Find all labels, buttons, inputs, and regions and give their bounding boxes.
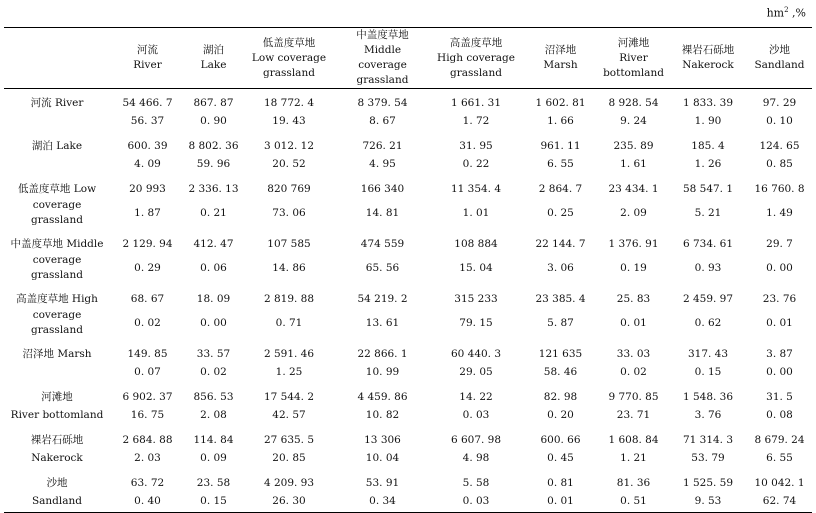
percent-cell: 0. 03	[429, 492, 523, 513]
percent-cell: 0. 51	[598, 492, 669, 513]
area-cell: 8 679. 24	[754, 434, 805, 446]
area-cell: 33. 03	[616, 348, 651, 360]
row-label-primary: 低盖度草地 Low	[17, 182, 97, 195]
percent-cell: 0. 19	[620, 262, 647, 274]
row-label-primary: 河流 River	[30, 96, 84, 109]
area-cell: 108 884	[454, 238, 498, 250]
column-header-zh: 高盖度草地	[449, 36, 503, 49]
area-cell: 22 866. 1	[357, 348, 408, 360]
column-header-en2: grassland	[263, 66, 315, 79]
area-cell: 9 770. 85	[608, 391, 659, 403]
percent-cell: 0. 45	[547, 452, 574, 464]
percent-cell: 3. 06	[547, 262, 574, 274]
column-header-en2: grassland	[356, 74, 409, 86]
table-row	[4, 285, 812, 308]
area-cell: 25. 83	[616, 293, 651, 305]
percent-cell: 10. 04	[365, 452, 400, 464]
area-cell: 23 434. 1	[608, 183, 659, 195]
row-label-secondary	[4, 112, 110, 132]
header-row	[4, 28, 812, 89]
area-cell: 29. 7	[766, 238, 793, 250]
percent-cell: 0. 15	[694, 366, 722, 378]
area-cell: 20 993	[129, 183, 166, 195]
percent-cell: 0. 00	[200, 317, 227, 329]
column-header	[598, 28, 669, 89]
column-header-zh: 低盖度草地	[262, 36, 316, 49]
area-cell: 474 559	[360, 238, 405, 250]
area-cell: 71 314. 3	[682, 434, 734, 446]
row-label-secondary: Sandland	[4, 492, 110, 513]
percent-cell: 6. 55	[766, 452, 793, 464]
table-row	[4, 492, 812, 513]
area-cell: 54 466. 7	[122, 97, 173, 109]
percent-cell: 73. 06	[272, 207, 306, 219]
area-cell: 31. 95	[459, 140, 493, 152]
column-header-zh: 湖泊	[203, 44, 224, 56]
row-label-secondary	[4, 363, 110, 383]
area-cell: 820 769	[267, 183, 311, 195]
column-header-en2: bottomland	[603, 66, 664, 79]
percent-cell: 1. 87	[134, 207, 161, 219]
percent-cell: 56. 37	[130, 115, 165, 127]
percent-cell: 0. 71	[275, 317, 303, 329]
table-row	[4, 383, 812, 406]
area-cell: 6 734. 61	[682, 238, 734, 250]
percent-cell: 79. 15	[459, 317, 493, 329]
percent-cell: 4. 98	[462, 452, 490, 464]
transition-matrix-table	[4, 27, 812, 513]
column-header	[429, 28, 523, 89]
percent-cell: 0. 22	[462, 158, 490, 170]
area-cell: 2 336. 13	[188, 183, 239, 195]
area-cell: 68. 67	[130, 293, 165, 305]
area-cell: 2 129. 94	[122, 238, 173, 250]
percent-cell: 0. 25	[547, 207, 574, 219]
column-header-en2: grassland	[450, 66, 502, 79]
area-cell: 82. 98	[543, 391, 578, 403]
area-cell: 23. 76	[762, 293, 797, 305]
table-row	[4, 426, 812, 449]
area-cell: 18 772. 4	[263, 97, 315, 109]
table-row	[4, 253, 812, 285]
row-label-primary: 裸岩石砾地	[30, 433, 84, 446]
percent-cell: 15. 04	[459, 262, 493, 274]
column-header-en1: Lake	[200, 59, 227, 71]
corner-cell	[4, 28, 110, 89]
percent-cell: 0. 01	[620, 317, 647, 329]
row-label-secondary: Nakerock	[31, 451, 83, 464]
area-cell: 315 233	[454, 293, 498, 305]
area-cell: 600. 39	[127, 140, 168, 152]
column-header	[669, 28, 747, 89]
area-cell: 1 833. 39	[682, 97, 734, 109]
area-cell: 4 209. 93	[263, 477, 315, 489]
column-header-en1: Sandland	[754, 59, 805, 71]
area-cell: 6 607. 98	[450, 434, 502, 446]
area-cell: 317. 43	[687, 348, 729, 360]
area-cell: 124. 65	[759, 140, 800, 152]
percent-cell: 29. 05	[459, 366, 493, 378]
percent-cell: 16. 75	[130, 409, 165, 421]
column-header-en1: River	[133, 59, 162, 71]
percent-cell: 0. 62	[694, 317, 722, 329]
area-cell: 114. 84	[193, 434, 234, 446]
percent-cell: 0. 15	[185, 492, 242, 513]
column-header-zh: 中盖度草地	[356, 29, 409, 41]
row-label-secondary: River bottomland	[10, 408, 104, 421]
transition-matrix-table-container	[4, 27, 812, 513]
area-cell: 11 354. 4	[450, 183, 502, 195]
area-cell: 8 802. 36	[188, 140, 239, 152]
row-label-primary: 河滩地	[41, 390, 73, 403]
percent-cell: 1. 66	[547, 115, 574, 127]
row-label-secondary: coverage grassland	[31, 199, 83, 226]
percent-cell: 5. 87	[547, 317, 574, 329]
area-cell: 166 340	[360, 183, 405, 195]
table-row	[4, 340, 812, 363]
percent-cell: 14. 86	[272, 262, 306, 274]
percent-cell: 0. 02	[134, 317, 161, 329]
column-header-zh: 河滩地	[617, 36, 650, 49]
area-cell: 107 585	[267, 238, 311, 250]
table-row	[4, 155, 812, 175]
area-cell: 2 459. 97	[682, 293, 734, 305]
table-row	[4, 406, 812, 426]
column-header-en1: Middle coverage	[358, 44, 407, 71]
area-cell: 22 144. 7	[535, 238, 586, 250]
area-cell: 961. 11	[540, 140, 581, 152]
row-label-secondary: coverage grassland	[31, 309, 83, 336]
percent-cell: 42. 57	[272, 409, 306, 421]
percent-cell: 0. 09	[200, 452, 227, 464]
column-header	[523, 28, 598, 89]
percent-cell: 2. 09	[620, 207, 647, 219]
area-cell: 13 306	[364, 434, 401, 446]
area-cell: 60 440. 3	[450, 348, 502, 360]
percent-cell: 1. 21	[620, 452, 647, 464]
area-cell: 81. 36	[616, 477, 651, 489]
column-header	[110, 28, 185, 89]
area-cell: 856. 53	[193, 391, 234, 403]
area-cell: 1 661. 31	[450, 97, 502, 109]
percent-cell: 0. 01	[766, 317, 793, 329]
table-row	[4, 175, 812, 198]
area-cell: 5. 58	[462, 477, 490, 489]
percent-cell: 2. 03	[134, 452, 161, 464]
area-cell: 600. 66	[540, 434, 581, 446]
percent-cell: 9. 53	[669, 492, 747, 513]
percent-cell: 9. 24	[620, 115, 647, 127]
column-header	[336, 28, 429, 89]
row-label-primary: 中盖度草地 Middle	[10, 237, 104, 250]
percent-cell: 0. 85	[766, 158, 793, 170]
area-cell: 27 635. 5	[263, 434, 315, 446]
area-cell: 1 525. 59	[682, 477, 734, 489]
percent-cell: 0. 02	[620, 366, 647, 378]
percent-cell: 0. 29	[134, 262, 161, 274]
percent-cell: 0. 03	[462, 409, 490, 421]
area-cell: 2 591. 46	[263, 348, 315, 360]
row-label-primary: 湖泊 Lake	[31, 139, 83, 152]
column-header-zh: 河流	[137, 44, 158, 56]
area-cell: 8 928. 54	[608, 97, 659, 109]
area-cell: 63. 72	[130, 477, 165, 489]
column-header	[747, 28, 812, 89]
row-label-primary: 高盖度草地 High	[16, 292, 98, 305]
area-cell: 4 459. 86	[357, 391, 408, 403]
area-cell: 31. 5	[766, 391, 793, 403]
column-header-en1: River	[619, 51, 648, 64]
table-row	[4, 308, 812, 340]
percent-cell: 1. 01	[462, 207, 490, 219]
table-row	[4, 363, 812, 383]
table-row	[4, 132, 812, 155]
column-header	[242, 28, 336, 89]
area-cell: 16 760. 8	[754, 183, 805, 195]
area-cell: 58 547. 1	[682, 183, 734, 195]
table-row	[4, 198, 812, 230]
table-header	[4, 28, 812, 89]
area-cell: 726. 21	[362, 140, 403, 152]
column-header-en1: Nakerock	[682, 59, 734, 71]
area-cell: 17 544. 2	[263, 391, 315, 403]
percent-cell: 1. 26	[694, 158, 722, 170]
table-body	[4, 89, 812, 513]
area-cell: 1 602. 81	[535, 97, 586, 109]
percent-cell: 8. 67	[369, 115, 396, 127]
percent-cell: 53. 79	[691, 452, 725, 464]
area-cell: 97. 29	[762, 97, 797, 109]
percent-cell: 1. 25	[275, 366, 303, 378]
column-header-en1: Low coverage	[251, 51, 327, 64]
percent-cell: 0. 07	[134, 366, 161, 378]
percent-cell: 2. 08	[200, 409, 227, 421]
percent-cell: 62. 74	[747, 492, 812, 513]
row-label-primary: 沼泽地 Marsh	[22, 347, 92, 360]
area-cell: 10 042. 1	[754, 477, 805, 489]
row-label-primary: 沙地	[46, 476, 68, 489]
percent-cell: 0. 02	[200, 366, 227, 378]
percent-cell: 0. 08	[766, 409, 793, 421]
percent-cell: 13. 61	[365, 317, 400, 329]
percent-cell: 1. 61	[620, 158, 647, 170]
percent-cell: 0. 34	[336, 492, 429, 513]
column-header-zh: 裸岩石砾地	[681, 44, 735, 56]
percent-cell: 4. 09	[134, 158, 161, 170]
column-header-en1: Marsh	[543, 59, 578, 71]
percent-cell: 0. 20	[547, 409, 574, 421]
area-cell: 1 608. 84	[608, 434, 659, 446]
percent-cell: 23. 71	[616, 409, 651, 421]
area-cell: 235. 89	[613, 140, 654, 152]
percent-cell: 0. 00	[766, 366, 793, 378]
percent-cell: 1. 72	[462, 115, 490, 127]
percent-cell: 26. 30	[242, 492, 336, 513]
percent-cell: 0. 10	[766, 115, 793, 127]
area-cell: 121 635	[538, 348, 583, 360]
percent-cell: 1. 90	[694, 115, 722, 127]
area-cell: 867. 87	[193, 97, 234, 109]
column-header	[185, 28, 242, 89]
area-cell: 2 684. 88	[122, 434, 173, 446]
percent-cell: 10. 82	[365, 409, 400, 421]
area-cell: 1 376. 91	[608, 238, 659, 250]
percent-cell: 19. 43	[272, 115, 306, 127]
table-row	[4, 449, 812, 469]
percent-cell: 0. 01	[523, 492, 598, 513]
area-cell: 3 012. 12	[263, 140, 315, 152]
row-label-secondary	[4, 155, 110, 175]
area-cell: 1 548. 36	[682, 391, 734, 403]
column-header-en1: High coverage	[437, 51, 515, 64]
area-cell: 185. 4	[691, 140, 725, 152]
percent-cell: 59. 96	[196, 158, 231, 170]
percent-cell: 58. 46	[543, 366, 578, 378]
percent-cell: 0. 21	[200, 207, 227, 219]
percent-cell: 0. 90	[200, 115, 227, 127]
column-header-zh: 沙地	[769, 44, 790, 56]
percent-cell: 20. 85	[272, 452, 306, 464]
area-cell: 14. 22	[459, 391, 493, 403]
percent-cell: 0. 06	[200, 262, 227, 274]
percent-cell: 4. 95	[369, 158, 396, 170]
percent-cell: 3. 76	[694, 409, 722, 421]
area-cell: 23. 58	[196, 477, 231, 489]
table-row	[4, 112, 812, 132]
area-cell: 2 864. 7	[538, 183, 583, 195]
area-cell: 54 219. 2	[357, 293, 408, 305]
column-header-zh: 沼泽地	[544, 44, 577, 56]
percent-cell: 0. 00	[766, 262, 793, 274]
percent-cell: 5. 21	[694, 207, 722, 219]
area-cell: 412. 47	[193, 238, 234, 250]
area-cell: 33. 57	[196, 348, 231, 360]
percent-cell: 14. 81	[365, 207, 400, 219]
area-cell: 8 379. 54	[357, 97, 408, 109]
percent-cell: 1. 49	[766, 207, 793, 219]
table-row	[4, 89, 812, 113]
row-label-secondary: coverage grassland	[31, 254, 83, 281]
area-cell: 0. 81	[547, 477, 574, 489]
table-row	[4, 469, 812, 492]
percent-cell: 65. 56	[365, 262, 400, 274]
percent-cell: 0. 93	[694, 262, 722, 274]
area-cell: 23 385. 4	[535, 293, 586, 305]
area-cell: 149. 85	[127, 348, 168, 360]
area-cell: 53. 91	[365, 477, 400, 489]
unit-label: $hm^2$ ,%	[766, 6, 806, 20]
area-cell: 2 819. 88	[263, 293, 315, 305]
area-cell: 3. 87	[766, 348, 793, 360]
area-cell: 18. 09	[196, 293, 231, 305]
percent-cell: 0. 40	[110, 492, 185, 513]
table-row	[4, 230, 812, 253]
percent-cell: 10. 99	[365, 366, 400, 378]
percent-cell: 6. 55	[547, 158, 574, 170]
percent-cell: 20. 52	[272, 158, 306, 170]
area-cell: 6 902. 37	[122, 391, 173, 403]
